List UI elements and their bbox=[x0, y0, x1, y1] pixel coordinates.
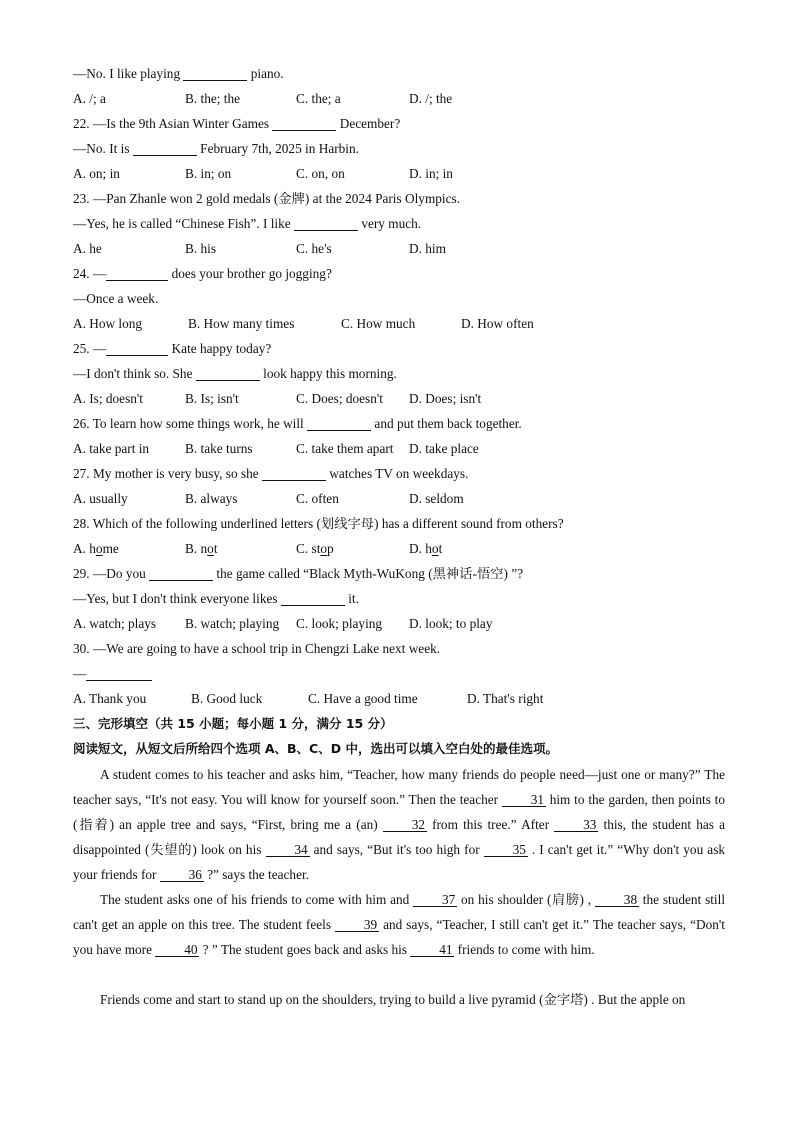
option-a[interactable]: A. Is; doesn't bbox=[73, 391, 143, 406]
answer-blank bbox=[86, 667, 152, 681]
cloze-blank: 31 bbox=[502, 793, 546, 807]
q23-dialog2: —Yes, he is called “Chinese Fish”. I like very much. bbox=[73, 216, 422, 231]
passage-paragraph-1: A student comes to his teacher and asks him, “Teacher, how many friends do people need—just one or many?” The teacher says, “It's not easy. You will know for yourself soon.” Then the teacher 31 him to the garden, then points to (指着) an apple tree and says, “First, bring me a (an) 32 from this tree.” After 33 this, the student has a disappointed (失望的) look on his 34 and says, “But it's too high for 35 . I can't get it.” “Why don't you ask your friends for 36 ?” says the teacher. bbox=[73, 767, 726, 882]
option-d[interactable]: D. seldom bbox=[409, 491, 464, 506]
cloze-blank: 41 bbox=[410, 943, 454, 957]
option-d[interactable]: D. Does; isn't bbox=[409, 391, 482, 406]
q25-stem: 25. — Kate happy today? bbox=[73, 341, 272, 356]
option-d[interactable]: D. in; in bbox=[409, 166, 453, 181]
cloze-blank: 37 bbox=[413, 893, 457, 907]
option-b[interactable]: B. not bbox=[185, 541, 218, 556]
section-title: 三、完形填空（共 15 小题；每小题 1 分，满分 15 分） bbox=[73, 716, 393, 731]
underlined-letter: o bbox=[95, 541, 103, 556]
option-a[interactable]: A. watch; plays bbox=[73, 616, 157, 631]
option-a[interactable]: A. home bbox=[73, 541, 119, 556]
q22-stem: 22. —Is the 9th Asian Winter Games December? bbox=[73, 116, 401, 131]
option-a[interactable]: A. on; in bbox=[73, 166, 120, 181]
option-a[interactable]: A. usually bbox=[73, 491, 128, 506]
option-d[interactable]: D. How often bbox=[461, 316, 534, 331]
answer-blank bbox=[196, 367, 260, 381]
option-b[interactable]: B. Good luck bbox=[191, 691, 263, 706]
option-b[interactable]: B. always bbox=[185, 491, 238, 506]
cloze-blank: 33 bbox=[554, 818, 598, 832]
cloze-blank: 38 bbox=[595, 893, 639, 907]
answer-blank bbox=[149, 567, 213, 581]
option-a[interactable]: A. take part in bbox=[73, 441, 150, 456]
cloze-blank: 36 bbox=[160, 868, 204, 882]
option-d[interactable]: D. hot bbox=[409, 541, 443, 556]
option-a[interactable]: A. Thank you bbox=[73, 691, 147, 706]
passage-paragraph-3: Friends come and start to stand up on the shoulders, trying to build a live pyramid (金字塔) . But the apple on bbox=[100, 992, 686, 1007]
option-b[interactable]: B. take turns bbox=[185, 441, 253, 456]
answer-blank bbox=[281, 592, 345, 606]
option-c[interactable]: C. on, on bbox=[296, 166, 345, 181]
option-b[interactable]: B. the; the bbox=[185, 91, 241, 106]
option-a[interactable]: A. he bbox=[73, 241, 102, 256]
answer-blank bbox=[272, 117, 336, 131]
q26-stem: 26. To learn how some things work, he will and put them back together. bbox=[73, 416, 522, 431]
option-d[interactable]: D. That's right bbox=[467, 691, 544, 706]
answer-blank bbox=[294, 217, 358, 231]
cloze-blank: 34 bbox=[266, 843, 310, 857]
answer-blank bbox=[133, 142, 197, 156]
option-c[interactable]: C. look; playing bbox=[296, 616, 383, 631]
option-d[interactable]: D. look; to play bbox=[409, 616, 493, 631]
answer-blank bbox=[183, 67, 247, 81]
underlined-letter: o bbox=[207, 541, 214, 556]
q30-stem: 30. —We are going to have a school trip in Chengzi Lake next week. bbox=[73, 641, 441, 656]
q25-dialog2: —I don't think so. She look happy this morning. bbox=[73, 366, 397, 381]
option-c[interactable]: C. the; a bbox=[296, 91, 341, 106]
option-b[interactable]: B. Is; isn't bbox=[185, 391, 239, 406]
option-b[interactable]: B. in; on bbox=[185, 166, 232, 181]
cloze-blank: 40 bbox=[155, 943, 199, 957]
answer-blank bbox=[262, 467, 326, 481]
cloze-blank: 35 bbox=[484, 843, 528, 857]
option-a[interactable]: A. /; a bbox=[73, 91, 106, 106]
option-c[interactable]: C. Have a good time bbox=[308, 691, 418, 706]
q24-stem: 24. — does your brother go jogging? bbox=[73, 266, 332, 281]
q30-dialog2: — bbox=[73, 666, 152, 682]
option-d[interactable]: D. take place bbox=[409, 441, 479, 456]
option-d[interactable]: D. him bbox=[409, 241, 446, 256]
cloze-blank: 39 bbox=[335, 918, 379, 932]
option-b[interactable]: B. his bbox=[185, 241, 217, 256]
q21-dialog2: —No. I like playing piano. bbox=[73, 66, 284, 81]
q24-dialog2: —Once a week. bbox=[73, 291, 159, 306]
underlined-letter: o bbox=[320, 541, 328, 556]
q29-dialog2: —Yes, but I don't think everyone likes it. bbox=[73, 591, 359, 606]
option-c[interactable]: C. Does; doesn't bbox=[296, 391, 383, 406]
option-a[interactable]: A. How long bbox=[73, 316, 143, 331]
option-c[interactable]: C. How much bbox=[341, 316, 416, 331]
section-instruction: 阅读短文，从短文后所给四个选项 A、B、C、D 中，选出可以填入空白处的最佳选项。 bbox=[73, 741, 558, 756]
answer-blank bbox=[106, 267, 168, 281]
q28-stem: 28. Which of the following underlined letters (划线字母) has a different sound from others? bbox=[73, 516, 564, 531]
option-c[interactable]: C. often bbox=[296, 491, 339, 506]
q27-stem: 27. My mother is very busy, so she watches TV on weekdays. bbox=[73, 466, 469, 481]
q22-dialog2: —No. It is February 7th, 2025 in Harbin. bbox=[73, 141, 359, 156]
passage-paragraph-2: The student asks one of his friends to come with him and 37 on his shoulder (肩膀) , 38 the student still can't get an apple on this tree. The student feels 39 and says, “Teacher, I still can't get it.” The teacher says, “Don't you have more 40 ? ” The student goes back and asks his 41 friends to come with him. bbox=[73, 892, 726, 957]
answer-blank bbox=[307, 417, 371, 431]
answer-blank bbox=[106, 342, 168, 356]
option-c[interactable]: C. stop bbox=[296, 541, 334, 556]
cloze-blank: 32 bbox=[383, 818, 427, 832]
option-c[interactable]: C. take them apart bbox=[296, 441, 394, 456]
option-c[interactable]: C. he's bbox=[296, 241, 332, 256]
option-d[interactable]: D. /; the bbox=[409, 91, 453, 106]
q29-stem: 29. —Do you the game called “Black Myth-WuKong (黑神话-悟空) ”? bbox=[73, 566, 524, 581]
option-b[interactable]: B. watch; playing bbox=[185, 616, 280, 631]
option-b[interactable]: B. How many times bbox=[188, 316, 295, 331]
underlined-letter: o bbox=[431, 541, 439, 556]
q23-stem: 23. —Pan Zhanle won 2 gold medals (金牌) at the 2024 Paris Olympics. bbox=[73, 191, 461, 206]
